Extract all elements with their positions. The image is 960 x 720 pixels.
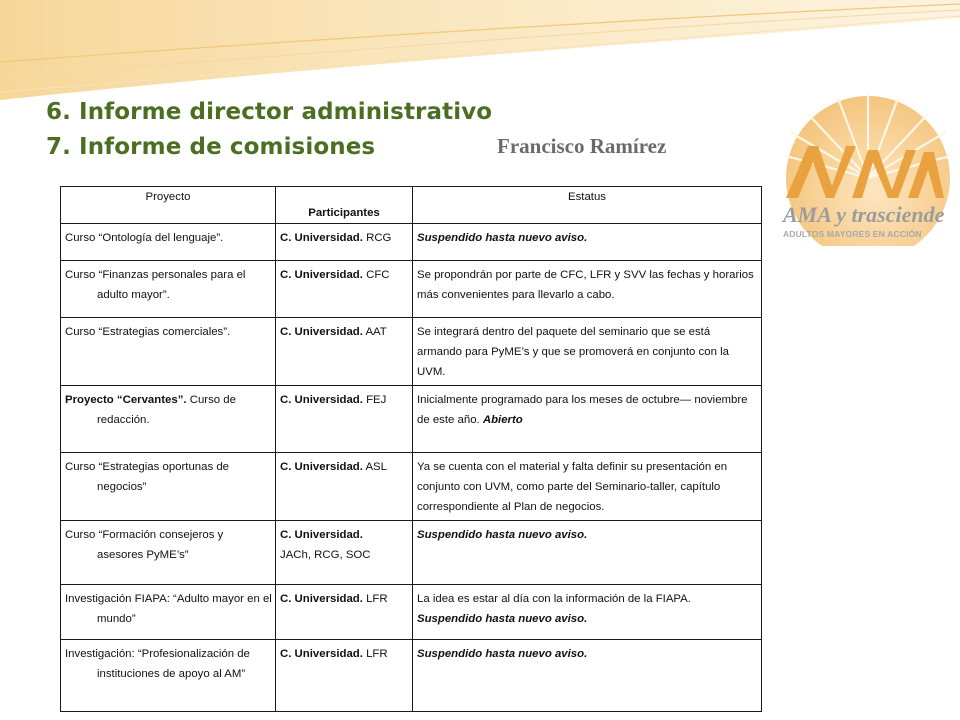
header-participants: Participantes <box>276 187 413 224</box>
participants-cell <box>276 453 413 521</box>
project-name: Curso “Estrategias oportunas de negocios” <box>65 461 229 493</box>
status-highlight: Suspendido hasta nuevo aviso. <box>417 613 588 625</box>
status-cell <box>413 224 762 261</box>
participants-org: C. Universidad. <box>280 529 363 541</box>
status-highlight: Suspendido hasta nuevo aviso. <box>417 232 588 244</box>
status-cell <box>413 585 762 640</box>
status-highlight: Suspendido hasta nuevo aviso. <box>417 529 588 541</box>
participants-org: C. Universidad. <box>280 593 363 605</box>
participants-org: C. Universidad. <box>280 232 363 244</box>
project-name: Investigación: “Profesionalización de instituciones de apoyo al AM” <box>65 648 250 680</box>
project-cell <box>61 224 276 261</box>
project-cell <box>61 521 276 585</box>
project-name: Investigación FIAPA: “Adulto mayor en el mundo” <box>65 593 272 625</box>
table-row <box>61 318 762 386</box>
participants-cell <box>276 585 413 640</box>
participants-cell <box>276 640 413 712</box>
participants-initials: JACh, RCG, SOC <box>280 549 371 561</box>
slide-title-line-1: 6. Informe director administrativo <box>46 99 493 125</box>
project-cell <box>61 585 276 640</box>
header-project: Proyecto <box>61 187 276 224</box>
participants-cell <box>276 318 413 386</box>
status-cell <box>413 521 762 585</box>
participants-cell <box>276 261 413 318</box>
status-cell <box>413 453 762 521</box>
project-cell <box>61 261 276 318</box>
table-row <box>61 640 762 712</box>
header-status: Estatus <box>413 187 762 224</box>
participants-initials: LFR <box>362 648 388 660</box>
logo-subtitle: ADULTOS MAYORES EN ACCIÓN <box>783 229 922 239</box>
table-row <box>61 386 762 453</box>
status-highlight: Suspendido hasta nuevo aviso. <box>417 648 588 660</box>
project-name: Curso “Formación consejeros y asesores PyME’s” <box>65 529 224 561</box>
commission-report-table <box>60 186 762 712</box>
participants-initials: CFC <box>362 269 390 281</box>
participants-initials: AAT <box>362 326 387 338</box>
status-cell <box>413 640 762 712</box>
status-text: Ya se cuenta con el material y falta definir su presentación en conjunto con UVM, como parte del Seminario-taller, capítulo correspondiente al Plan de negocios. <box>417 461 728 513</box>
status-text: La idea es estar al día con la información de la FIAPA. <box>417 593 691 605</box>
participants-org: C. Universidad. <box>280 269 363 281</box>
participants-org: C. Universidad. <box>280 461 363 473</box>
participants-cell <box>276 386 413 453</box>
project-name-bold: Proyecto “Cervantes”. <box>65 394 187 406</box>
project-cell <box>61 386 276 453</box>
table-row <box>61 224 762 261</box>
participants-cell <box>276 224 413 261</box>
slide-title-line-2: 7. Informe de comisiones <box>46 134 376 160</box>
table-row <box>61 521 762 585</box>
status-cell <box>413 386 762 453</box>
participants-initials: RCG <box>362 232 392 244</box>
project-name: Curso “Finanzas personales para el adulto mayor”. <box>65 269 246 301</box>
participants-initials: ASL <box>362 461 387 473</box>
status-cell <box>413 261 762 318</box>
status-text: Se propondrán por parte de CFC, LFR y SVV las fechas y horarios más convenientes para llevarlo a cabo. <box>417 269 754 301</box>
project-name: Curso de redacción. <box>97 394 236 426</box>
project-cell <box>61 453 276 521</box>
participants-initials: LFR <box>362 593 388 605</box>
status-highlight: Abierto <box>482 414 523 426</box>
status-text: Se integrará dentro del paquete del seminario que se está armando para PyME’s y que se promoverá en conjunto con la UVM. <box>417 326 729 378</box>
participants-org: C. Universidad. <box>280 326 363 338</box>
participants-cell <box>276 521 413 585</box>
table-row <box>61 261 762 318</box>
table-row <box>61 585 762 640</box>
participants-org: C. Universidad. <box>280 648 363 660</box>
project-name: Curso “Estrategias comerciales”. <box>65 326 231 338</box>
status-cell <box>413 318 762 386</box>
logo-text: AMA y trasciende <box>783 202 945 227</box>
project-cell <box>61 318 276 386</box>
table-row <box>61 453 762 521</box>
presenter-name: Francisco Ramírez <box>497 134 667 158</box>
table-header-row <box>61 187 762 224</box>
participants-org: C. Universidad. <box>280 394 363 406</box>
project-name: Curso “Ontología del lenguaje”. <box>65 232 224 244</box>
project-cell <box>61 640 276 712</box>
status-text: Inicialmente programado para los meses de octubre— noviembre de este año. <box>417 394 748 426</box>
participants-initials: FEJ <box>362 394 387 406</box>
